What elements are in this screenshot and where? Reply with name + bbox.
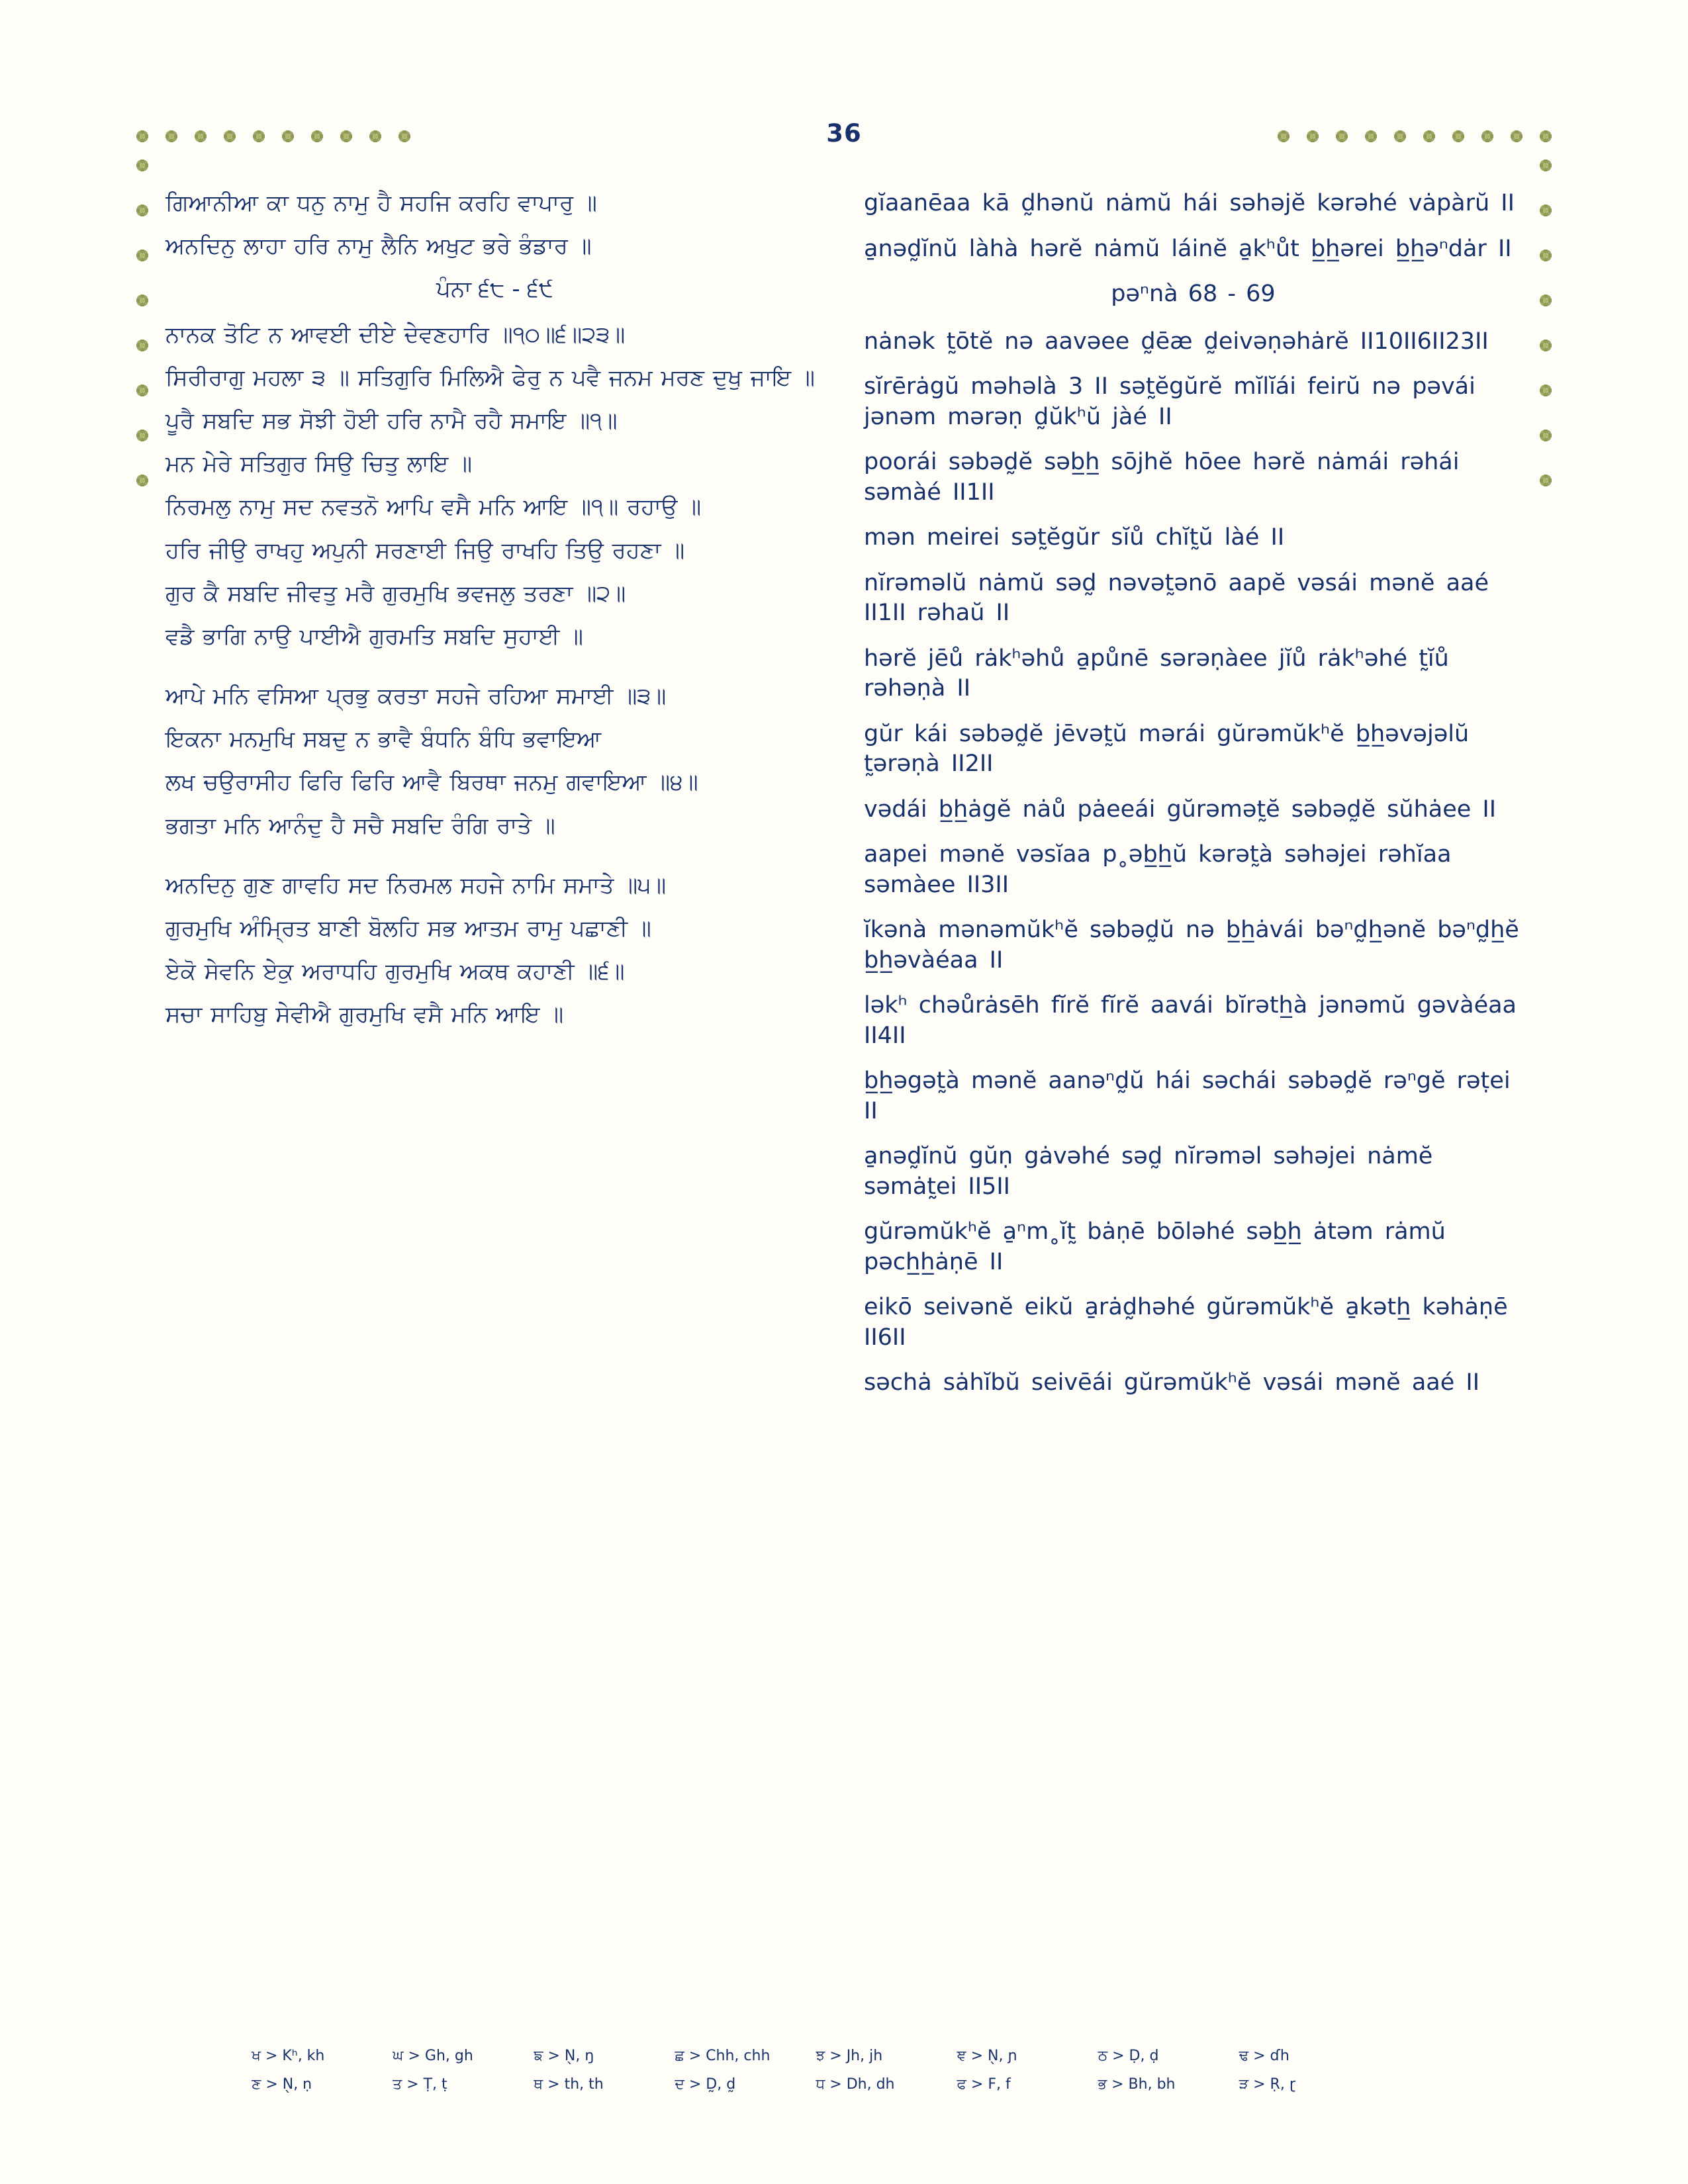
transliteration-line: aapei mənĕ vəsĭaa p˳əb̲h̲ŭ kərət̰à səhəjei rəhĭaa səmàee II3II xyxy=(864,841,1452,898)
gurmukhi-line: ਅਨਦਿਨੁ ਲਾਹਾ ਹਰਿ ਨਾਮੁ ਲੈਨਿ ਅਖੁਟ ਭਰੇ ਭੰਡਾਰ ॥ xyxy=(165,233,592,260)
gurmukhi-column xyxy=(165,189,824,1414)
legend-row xyxy=(252,2076,1523,2093)
gurmukhi-line: ਗਿਆਨੀਆ ਕਾ ਧਨੁ ਨਾਮੁ ਹੈ ਸਹਜਿ ਕਰਹਿ ਵਾਪਾਰੁ ॥ xyxy=(165,190,597,216)
text-columns xyxy=(165,189,1523,1414)
legend-cell: ਭ > Bh, bh xyxy=(1098,2076,1176,2093)
gurmukhi-line: ਸਚਾ ਸਾਹਿਬੁ ਸੇਵੀਐ ਗੁਰਮੁਖਿ ਵਸੈ ਮਨਿ ਆਇ ॥ xyxy=(165,1001,564,1028)
gurmukhi-line: ਭਗਤਾ ਮਨਿ ਆਨੰਦੁ ਹੈ ਸਚੈ ਸਬਦਿ ਰੰਗਿ ਰਾਤੇ ॥ xyxy=(165,812,555,839)
flower-icon xyxy=(1539,249,1552,262)
gurmukhi-line: ਗੁਰ ਕੈ ਸਬਦਿ ਜੀਵਤੁ ਮਰੈ ਗੁਰਮੁਖਿ ਭਵਜਲੁ ਤਰਣਾ ॥੨॥ xyxy=(165,580,626,607)
transliteration-line: hərĕ jēů rȧkʰəhů a̱půnē sərəṇàee jĭů rȧkʰəhé t̰ĭů rəhəṇà II xyxy=(864,645,1449,702)
flower-icon xyxy=(136,204,149,217)
gurmukhi-line: ਏਕੋ ਸੇਵਨਿ ਏਕੁ ਅਰਾਧਹਿ ਗੁਰਮੁਖਿ ਅਕਥ ਕਹਾਣੀ ॥੬॥ xyxy=(165,958,625,985)
page-number: 36 xyxy=(826,119,862,148)
legend-cell: ਠ > Ḍ, ḍ xyxy=(1098,2048,1159,2064)
gurmukhi-line: ਲਖ ਚਉਰਾਸੀਹ ਫਿਰਿ ਫਿਰਿ ਆਵੈ ਬਿਰਥਾ ਜਨਮੁ ਗਵਾਇਆ ॥੪॥ xyxy=(165,769,698,796)
legend-cell: ਤ > Ṭ, ṭ xyxy=(393,2076,447,2093)
transliteration-column xyxy=(864,189,1523,1414)
legend-cell: ਙ > N̖, ŋ xyxy=(534,2048,594,2064)
gurmukhi-line: ਗੁਰਮੁਖਿ ਅੰਮ੍ਰਿਤ ਬਾਣੀ ਬੋਲਹਿ ਸਭ ਆਤਮ ਰਾਮੁ ਪਛਾਣੀ ॥ xyxy=(165,915,651,942)
legend-cell: ਖ > Kʰ, kh xyxy=(252,2048,325,2064)
flower-icon xyxy=(1539,474,1552,487)
flower-icon xyxy=(1539,339,1552,352)
legend-cell: ਢ > ɗh xyxy=(1239,2048,1289,2064)
gurmukhi-line: ਸਿਰੀਰਾਗੁ ਮਹਲਾ ੩ ॥ ਸਤਿਗੁਰਿ ਮਿਲਿਐ ਫੇਰੁ ਨ ਪਵੈ ਜਨਮ ਮਰਣ ਦੁਖੁ ਜਾਇ ॥ xyxy=(165,364,815,391)
transliteration-line: a̱nəd̰ĭnŭ làhà hərĕ nȧmŭ láinĕ a̱kʰůt b̲h̲ərei b̲h̲əⁿdȧr II xyxy=(864,235,1512,262)
flower-icon xyxy=(1539,384,1552,397)
flower-icon xyxy=(136,429,149,442)
transliteration-line: səchȧ sȧhĭbŭ seivēái gŭrəmŭkʰĕ vəsái mənĕ aaé II xyxy=(864,1369,1480,1396)
gurmukhi-line: ਵਡੈ ਭਾਗਿ ਨਾਉ ਪਾਈਐ ਗੁਰਮਤਿ ਸਬਦਿ ਸੁਹਾਈ ॥ xyxy=(165,623,583,650)
flower-icon xyxy=(1539,294,1552,307)
transliteration-line: gŭrəmŭkʰĕ a̱ⁿm˳ĭt̰ bȧṇē bōləhé səb̲h̲ ȧtəm rȧmŭ pəch̲h̲ȧṇē II xyxy=(864,1218,1446,1275)
transliteration-line: eikō seivənĕ eikŭ a̱rȧd̰həhé gŭrəmŭkʰĕ a̱kəth̲ kəhȧṇē II6II xyxy=(864,1294,1508,1351)
gurmukhi-line: ਮਨ ਮੇਰੇ ਸਤਿਗੁਰ ਸਿਉ ਚਿਤੁ ਲਾਇ ॥ xyxy=(165,451,472,478)
transliteration-line: vədái b̲h̲ȧgĕ nȧů pȧeeái gŭrəmət̰ĕ səbəd̰ĕ sŭhȧee II xyxy=(864,796,1497,823)
gurmukhi-line: ਹਰਿ ਜੀਉ ਰਾਖਹੁ ਅਪੁਨੀ ਸਰਣਾਈ ਜਿਉ ਰਾਖਹਿ ਤਿਉ ਰਹਣਾ ॥ xyxy=(165,537,685,564)
gurmukhi-line: ਨਿਰਮਲੁ ਨਾਮੁ ਸਦ ਨਵਤਨੋ ਆਪਿ ਵਸੈ ਮਨਿ ਆਇ ॥੧॥ ਰਹਾਉ ॥ xyxy=(165,494,702,521)
transliteration-line: b̲h̲əgət̰à mənĕ aanəⁿd̰ŭ hái səchái səbəd̰ĕ rəⁿgĕ rəṭei II xyxy=(864,1068,1511,1124)
legend-cell: ਧ > Dh, dh xyxy=(816,2076,895,2093)
flower-icon xyxy=(136,159,149,172)
gurmukhi-line: ਨਾਨਕ ਤੋਟਿ ਨ ਆਵਈ ਦੀਏ ਦੇਵਣਹਾਰਿ ॥੧੦॥੬॥੨੩॥ xyxy=(165,321,626,348)
legend-cell: ਫ > F, f xyxy=(957,2076,1011,2093)
gurmukhi-line: ਪੂਰੈ ਸਬਦਿ ਸਭ ਸੋਝੀ ਹੋਈ ਹਰਿ ਨਾਮੈ ਰਹੈ ਸਮਾਇ ॥੧॥ xyxy=(165,407,618,434)
legend-row xyxy=(252,2048,1523,2064)
flower-border-right xyxy=(1539,159,1552,487)
legend-cell: ਘ > Gh, gh xyxy=(393,2048,473,2064)
flower-icon xyxy=(1539,204,1552,217)
transliteration-page-marker: pəⁿnà 68 - 69 xyxy=(1111,281,1276,307)
flower-icon xyxy=(136,339,149,352)
transliteration-line: nĭrəməlŭ nȧmŭ səd̰ nəvət̰ənō aapĕ vəsái mənĕ aaé II1II rəhaŭ II xyxy=(864,569,1489,626)
flower-icon xyxy=(1539,429,1552,442)
legend-cell: ੜ > Ṛ, ɽ xyxy=(1239,2076,1295,2093)
transliteration-line: sĭrērȧgŭ məhəlà 3 II sət̰ĕgŭrĕ mĭlĭái feirŭ nə pəvái jənəm mərəṇ d̰ŭkʰŭ jàé II xyxy=(864,373,1476,430)
legend-cell: ਝ > Jh, jh xyxy=(816,2048,883,2064)
legend-cell: ਛ > Chh, chh xyxy=(675,2048,771,2064)
flower-icon xyxy=(136,249,149,262)
transliteration-line: gĭaanēaa kā d̰hənŭ nȧmŭ hái səhəjĕ kərəhé vȧpàrŭ II xyxy=(864,190,1515,216)
transliteration-line: poorái səbəd̰ĕ səb̲h̲ sōjhĕ hōee hərĕ nȧmái rəhái səmàé II1II xyxy=(864,449,1460,506)
transliteration-line: ĭkənà mənəmŭkʰĕ səbəd̰ŭ nə b̲h̲ȧvái bəⁿd̰h̲ənĕ bəⁿd̰h̲ĕ b̲h̲əvàéaa II xyxy=(864,917,1519,974)
gurmukhi-line: ਇਕਨਾ ਮਨਮੁਖਿ ਸਬਦੁ ਨ ਭਾਵੈ ਬੰਧਨਿ ਬੰਧਿ ਭਵਾਇਆ xyxy=(165,726,602,753)
flower-border-left xyxy=(136,159,149,487)
transliteration-line: ləkʰ chəůrȧsēh fĭrĕ fĭrĕ aavái bĭrəth̲à jənəmŭ gəvàéaa II4II xyxy=(864,992,1517,1049)
flower-icon xyxy=(1539,159,1552,172)
flower-icon xyxy=(136,384,149,397)
gurmukhi-line: ਅਨਦਿਨੁ ਗੁਣ ਗਾਵਹਿ ਸਦ ਨਿਰਮਲ ਸਹਜੇ ਨਾਮਿ ਸਮਾਤੇ ॥੫॥ xyxy=(165,872,667,899)
flower-icon xyxy=(136,294,149,307)
transliteration-line: mən meirei sət̰ĕgŭr sĭů chĭt̰ŭ làé II xyxy=(864,524,1285,551)
gurmukhi-page-marker: ਪੰਨਾ ੬੮ - ੬੯ xyxy=(436,276,553,303)
legend-cell: ਣ > N̖, ṇ xyxy=(252,2076,312,2093)
transliteration-line: gŭr kái səbəd̰ĕ jēvət̰ŭ mərái gŭrəmŭkʰĕ b̲h̲əvəjəlŭ t̰ərəṇà II2II xyxy=(864,720,1470,777)
transliteration-legend xyxy=(252,2048,1523,2105)
transliteration-line: a̱nəd̰ĭnŭ gŭṇ gȧvəhé səd̰ nĭrəməl səhəjei nȧmĕ səmȧt̰ei II5II xyxy=(864,1143,1433,1200)
legend-cell: ਞ > N̖, ɲ xyxy=(957,2048,1017,2064)
legend-cell: ਦ > D̰, d̰ xyxy=(675,2076,736,2093)
transliteration-line: nȧnək t̰ōtĕ nə aavəee d̰ēæ d̰eivəṇəhȧrĕ II10II6II23II xyxy=(864,328,1489,355)
gurmukhi-line: ਆਪੇ ਮਨਿ ਵਸਿਆ ਪ੍ਰਭੁ ਕਰਤਾ ਸਹਜੇ ਰਹਿਆ ਸਮਾਈ ॥੩॥ xyxy=(165,683,667,710)
flower-icon xyxy=(136,474,149,487)
legend-cell: ਥ > th, th xyxy=(534,2076,604,2093)
